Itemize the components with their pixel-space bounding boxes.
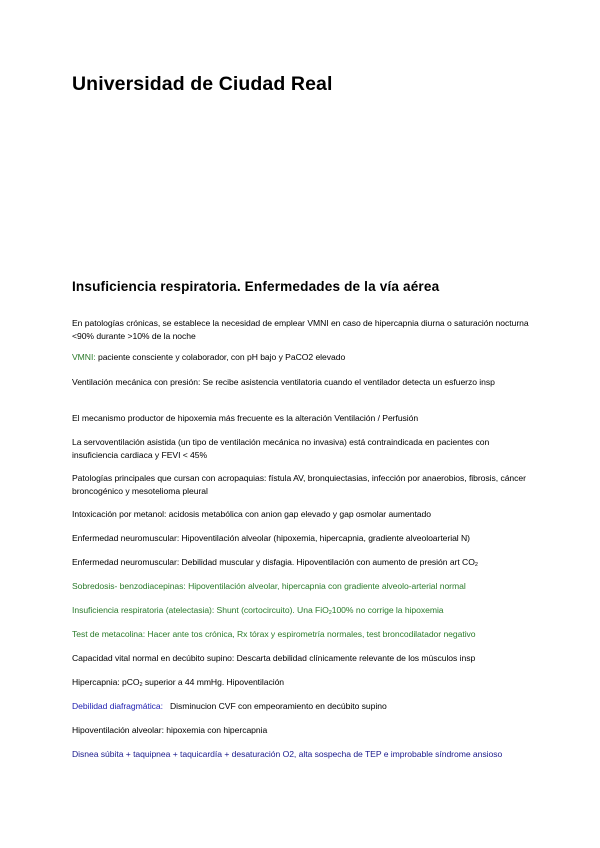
paragraph-acropachy [72,472,534,497]
paragraph-pressure-ventilation [72,376,534,389]
paragraph-hypercapnia [72,676,534,689]
paragraph-text: Capacidad vital normal en decúbito supino: Descarta debilidad clínicamente relevante de los músculos insp [72,653,476,663]
paragraph-servoventilation [72,436,534,461]
paragraph-label: Debilidad diafragmática: [72,701,163,711]
subscript: 2 [474,562,478,568]
paragraph-text-after: 100% no corrige la hipoxemia [331,605,444,615]
organization-title: Universidad de Ciudad Real [72,73,333,95]
paragraph-vmni-chronic [72,317,534,342]
paragraph-vmni-indication [72,351,534,364]
paragraph-text: Hipoventilación alveolar: hipoxemia con hipercapnia [72,725,268,735]
paragraph-hypoxemia-mechanism [72,412,534,425]
paragraph-text: Disnea súbita + taquipnea + taquicardía + desaturación O2, alta sospecha de TEP e improbable síndrome ansioso [72,749,503,759]
paragraph-text: En patologías crónicas, se establece la necesidad de emplear VMNI en caso de hipercapnia diurna o saturación nocturna <90% durante >10% de la noche [72,318,529,341]
paragraph-text: El mecanismo productor de hipoxemia más frecuente es la alteración Ventilación / Perfusión [72,413,419,423]
paragraph-text: Test de metacolina: Hacer ante tos crónica, Rx tórax y espirometría normales, test broncodilatador negativo [72,629,476,639]
section-title: Insuficiencia respiratoria. Enfermedades de la vía aérea [72,279,440,294]
paragraph-text: Sobredosis- benzodiacepinas: Hipoventilación alveolar, hipercapnia con gradiente alveolo-arterial normal [72,581,466,591]
paragraph-text: Insuficiencia respiratoria (atelectasia): Shunt (cortocircuito). Una FiO [72,605,329,615]
subscript: 2 [328,610,332,616]
paragraph-text: Enfermedad neuromuscular: Hipoventilación alveolar (hipoxemia, hipercapnia, gradiente alveoloarterial N) [72,533,470,543]
paragraph-methanol [72,508,534,521]
paragraph-alveolar-hypoventilation [72,724,534,737]
paragraph-methacholine [72,628,534,641]
paragraph-diaphragm-weakness [72,700,534,713]
paragraph-text: Hipercapnia: pCO [72,677,140,687]
paragraph-text: Disminucion CVF con empeoramiento en decúbito supino [163,701,387,711]
paragraph-vital-capacity [72,652,534,665]
paragraph-text: Patologías principales que cursan con acropaquias: fístula AV, bronquiectasias, infección por anaerobios, fibrosis, cáncer broncogénico y mesotelioma pleural [72,473,526,496]
paragraph-text-after: superior a 44 mmHg. Hipoventilación [142,677,285,687]
paragraph-pulmonary-embolism [72,748,534,761]
paragraph-label: VMNI: [72,352,96,362]
paragraph-benzodiazepines [72,580,534,593]
paragraph-text: La servoventilación asistida (un tipo de ventilación mecánica no invasiva) está contraindicada en pacientes con insuficiencia cardiaca y FEVI < 45% [72,437,490,460]
paragraph-neuromuscular-1 [72,532,534,545]
paragraph-text: Enfermedad neuromuscular: Debilidad muscular y disfagia. Hipoventilación con aumento de presión art CO [72,557,475,567]
paragraph-atelectasis [72,604,534,617]
subscript: 2 [139,682,143,688]
paragraph-text: paciente consciente y colaborador, con pH bajo y PaCO2 elevado [95,352,346,362]
paragraph-neuromuscular-2 [72,556,534,569]
paragraph-text: Ventilación mecánica con presión: Se recibe asistencia ventilatoria cuando el ventilador detecta un esfuerzo insp [72,377,495,387]
paragraph-text: Intoxicación por metanol: acidosis metabólica con anion gap elevado y gap osmolar aumentado [72,509,431,519]
